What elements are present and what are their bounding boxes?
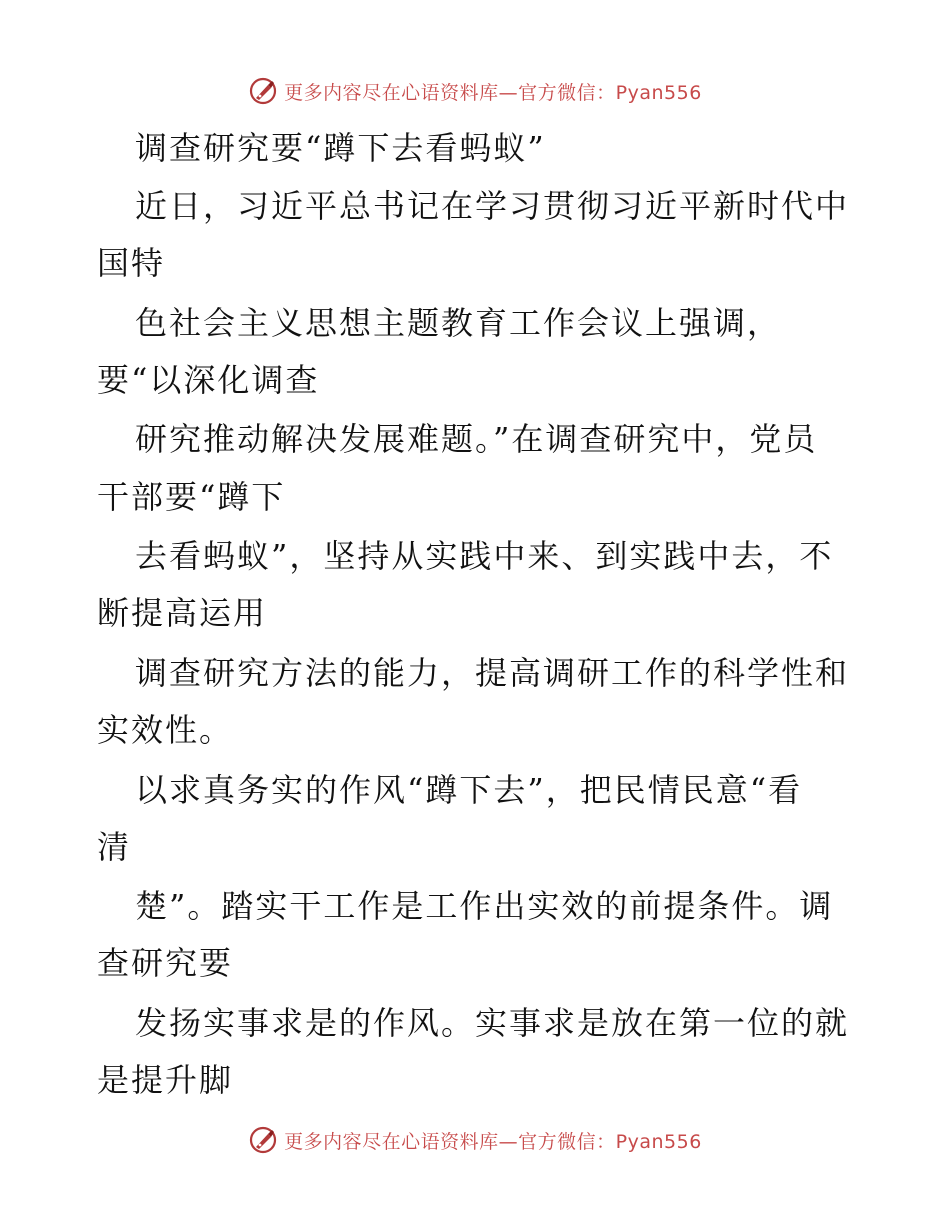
- header-watermark: [0, 71, 950, 111]
- paragraph-line: 去看蚂蚁”，坚持从实践中来、到实践中去，不: [135, 537, 834, 575]
- paragraph-line: 研究推动解决发展难题。”在调查研究中，党员: [135, 420, 818, 458]
- watermark-text: 更多内容尽在心语资料库—官方微信：Pyan556: [284, 81, 702, 104]
- paragraph-line: 断提高运用: [97, 594, 268, 632]
- paragraph-line: 干部要“蹲下: [97, 478, 286, 516]
- paragraph-line: 查研究要: [97, 944, 234, 982]
- paragraph-line: 调查研究要“蹲下去看蚂蚁”: [135, 129, 546, 167]
- paragraph-line: 清: [97, 828, 132, 866]
- pen-nib-logo-icon: [248, 1125, 278, 1155]
- paragraph-line: 近日，习近平总书记在学习贯彻习近平新时代中: [135, 187, 850, 225]
- watermark-text: 更多内容尽在心语资料库—官方微信：Pyan556: [284, 1130, 702, 1153]
- paragraph-line: 楚”。踏实干工作是工作出实效的前提条件。调: [135, 887, 834, 925]
- paragraph-line: 调查研究方法的能力，提高调研工作的科学性和: [135, 654, 850, 692]
- paragraph-line: 实效性。: [97, 711, 234, 749]
- footer-watermark: [0, 1120, 950, 1160]
- paragraph-line: 要“以深化调查: [97, 361, 320, 399]
- pen-nib-logo-icon: [248, 76, 278, 106]
- paragraph-line: 发扬实事求是的作风。实事求是放在第一位的就: [135, 1004, 850, 1042]
- paragraph-line: 以求真务实的作风“蹲下去”，把民情民意“看: [135, 771, 803, 809]
- paragraph-line: 是提升脚: [97, 1061, 234, 1099]
- paragraph-line: 色社会主义思想主题教育工作会议上强调，: [135, 304, 782, 342]
- paragraph-line: 国特: [97, 244, 166, 282]
